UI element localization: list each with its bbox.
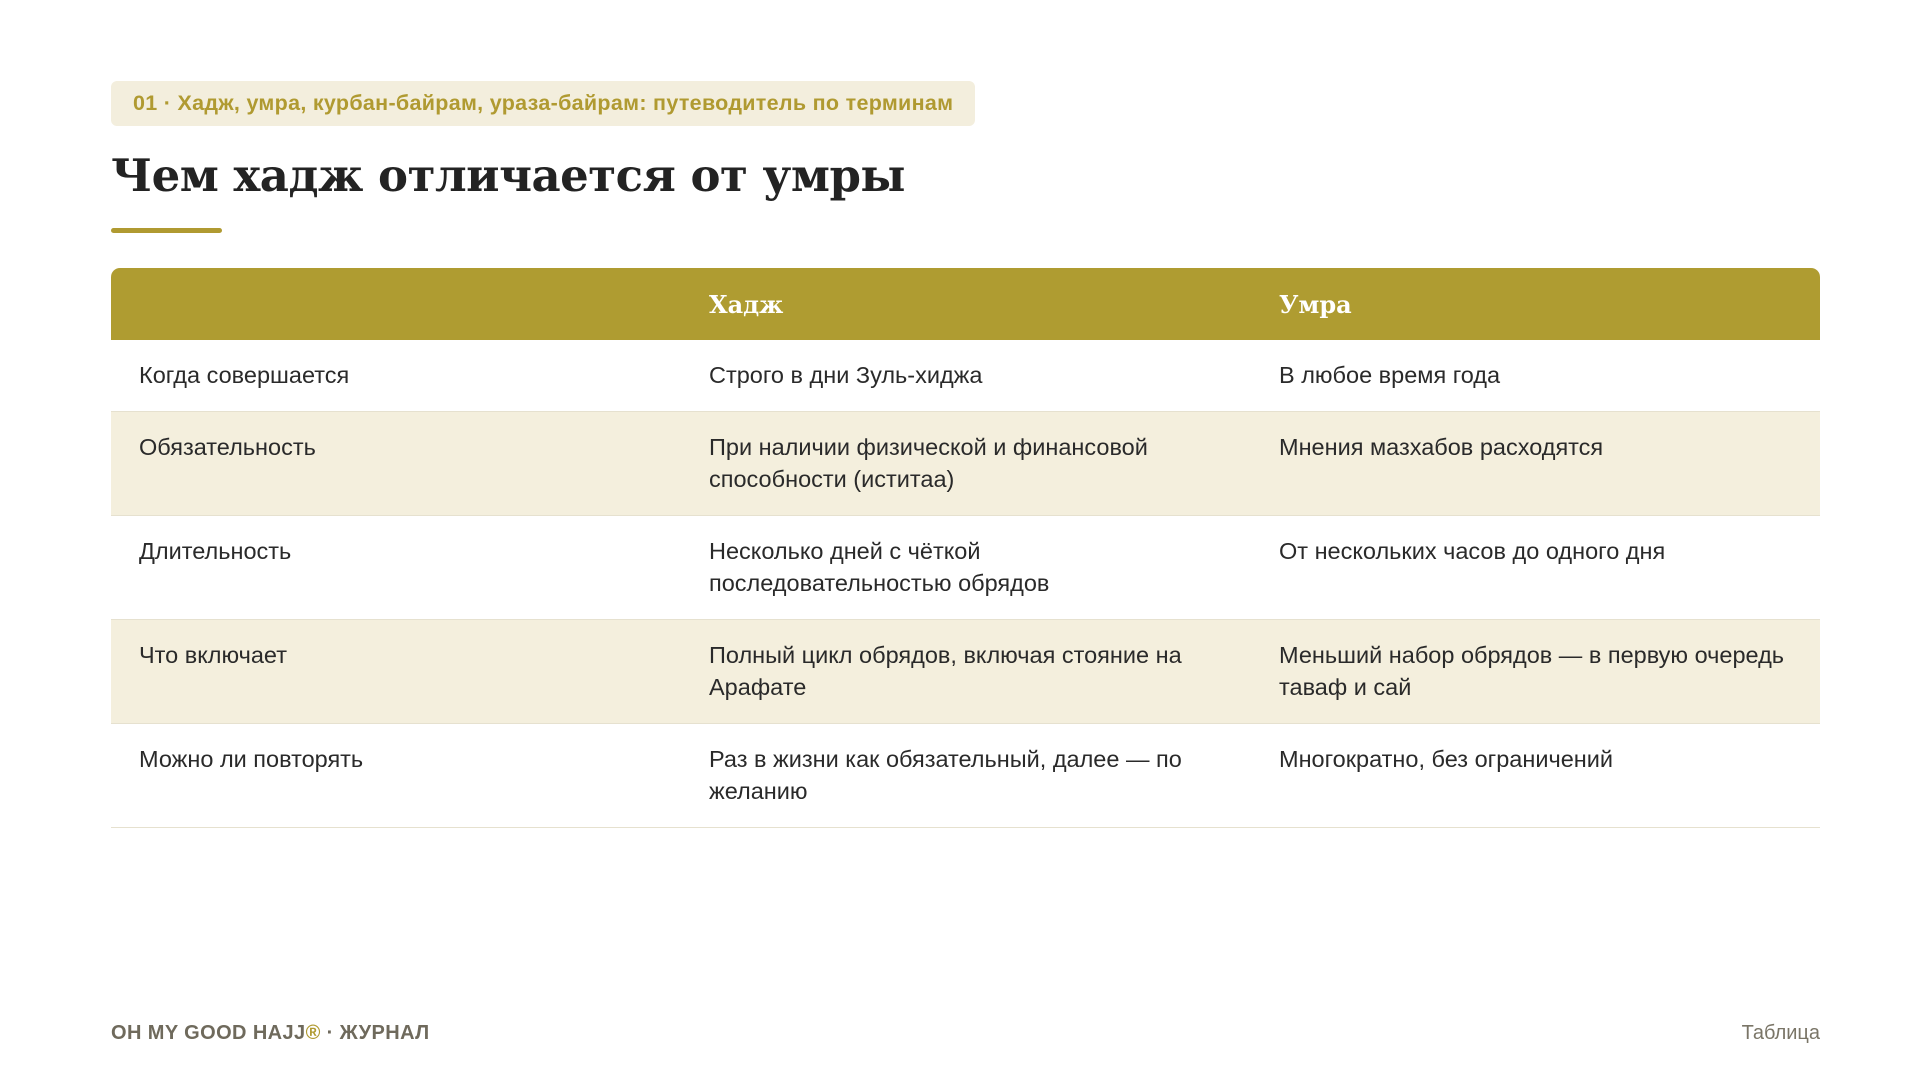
column-header-hajj: Хадж xyxy=(709,289,784,319)
umrah-cell: Мнения мазхабов расходятся xyxy=(1251,412,1820,516)
row-label: Длительность xyxy=(111,516,681,620)
table-row xyxy=(111,516,1820,620)
table-row xyxy=(111,340,1820,412)
title-underline xyxy=(111,228,222,233)
row-label: Что включает xyxy=(111,620,681,724)
footer-label: Таблица xyxy=(1741,1022,1820,1044)
section-eyebrow: 01 · Хадж, умра, курбан-байрам, ураза-байрам: путеводитель по терминам xyxy=(111,81,975,126)
row-label: Когда совершается xyxy=(111,340,681,412)
column-header-umrah: Умра xyxy=(1279,289,1352,319)
footer-brand xyxy=(111,1022,430,1045)
comparison-table-container xyxy=(111,268,1820,828)
umrah-cell: Многократно, без ограничений xyxy=(1251,724,1820,828)
row-label: Можно ли повторять xyxy=(111,724,681,828)
page-title: Чем хадж отличается от умры xyxy=(111,149,906,202)
footer-section: · ЖУРНАЛ xyxy=(320,1022,430,1044)
umrah-cell: Меньший набор обрядов — в первую очередь таваф и сай xyxy=(1251,620,1820,724)
hajj-cell: Полный цикл обрядов, включая стояние на Арафате xyxy=(681,620,1251,724)
table-row xyxy=(111,724,1820,828)
hajj-cell: Несколько дней с чёткой последовательностью обрядов xyxy=(681,516,1251,620)
table-row xyxy=(111,620,1820,724)
column-header-criterion xyxy=(111,268,681,340)
registered-mark: ® xyxy=(305,1022,321,1044)
table-body xyxy=(111,340,1820,828)
brand-name: OH MY GOOD HAJJ xyxy=(111,1022,306,1044)
hajj-cell: При наличии физической и финансовой способности (иститаа) xyxy=(681,412,1251,516)
row-label: Обязательность xyxy=(111,412,681,516)
umrah-cell: От нескольких часов до одного дня xyxy=(1251,516,1820,620)
table-header-row xyxy=(111,268,1820,340)
hajj-cell: Строго в дни Зуль-хиджа xyxy=(681,340,1251,412)
table-row xyxy=(111,412,1820,516)
table-header xyxy=(111,268,1820,340)
umrah-cell: В любое время года xyxy=(1251,340,1820,412)
hajj-cell: Раз в жизни как обязательный, далее — по желанию xyxy=(681,724,1251,828)
comparison-table xyxy=(111,268,1820,828)
